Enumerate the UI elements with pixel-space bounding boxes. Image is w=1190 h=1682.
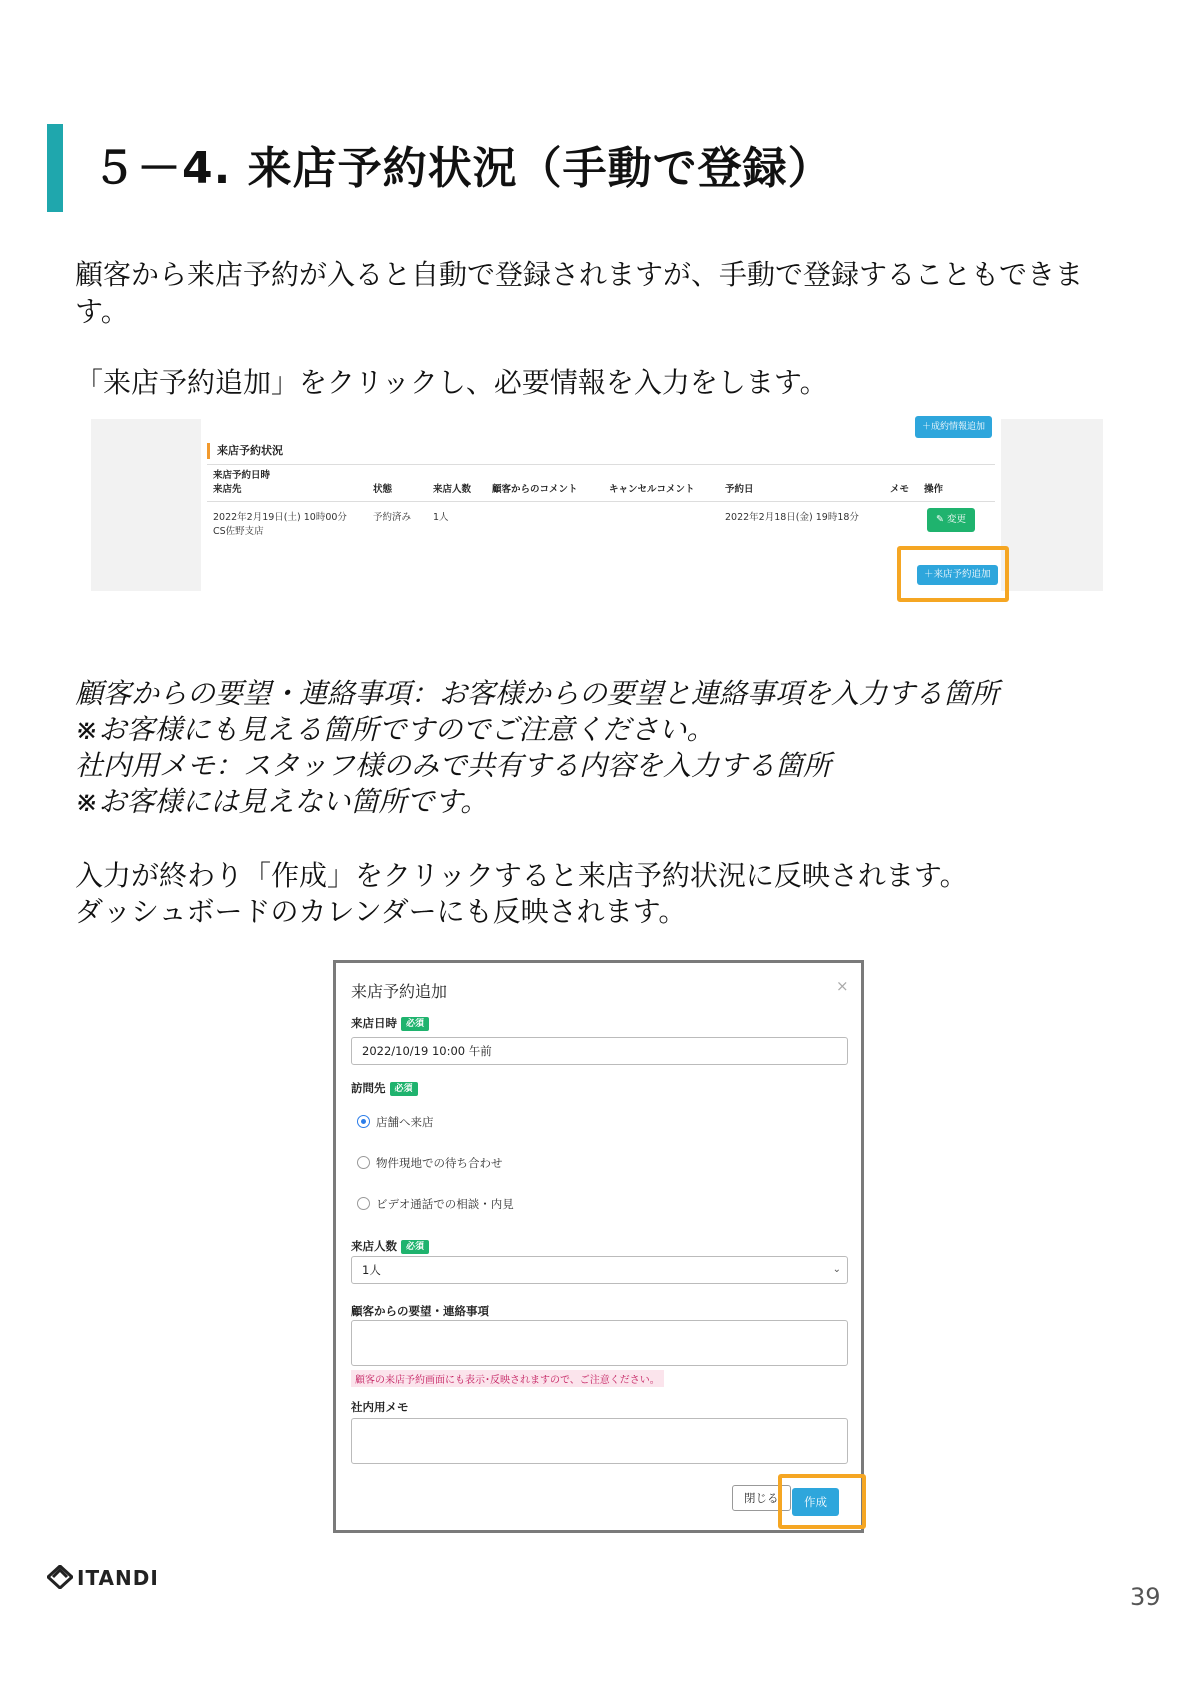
row-datetime: 2022年2月19日(土) 10時00分: [213, 512, 347, 523]
add-reservation-modal: [333, 960, 864, 1533]
request-label: 顧客からの要望・連絡事項: [351, 1304, 489, 1318]
col-datetime: 来店予約日時: [213, 470, 271, 481]
itandi-logo-icon: [47, 1565, 73, 1589]
radio-video-call-label: ビデオ通話での相談・内見: [376, 1197, 514, 1211]
after-line-2: ダッシュボードのカレンダーにも反映されます。: [75, 895, 687, 928]
divider: [207, 464, 995, 465]
radio-onsite-meet[interactable]: [357, 1155, 503, 1171]
destination-label-text: 訪問先: [351, 1081, 386, 1095]
row-count: 1人: [433, 512, 449, 523]
radio-onsite-meet-label: 物件現地での待ち合わせ: [376, 1156, 503, 1170]
col-reserved-date: 予約日: [725, 484, 754, 495]
heading-accent-bar: [47, 124, 63, 212]
datetime-label-text: 来店日時: [351, 1016, 397, 1030]
count-select-value: 1人: [362, 1263, 381, 1277]
note-line-3: 社内用メモ：スタッフ様のみで共有する内容を入力する箇所: [75, 749, 832, 782]
add-reservation-button[interactable]: ＋来店予約追加: [917, 565, 998, 585]
after-line-1: 入力が終わり「作成」をクリックすると来店予約状況に反映されます。: [75, 859, 968, 892]
memo-label: 社内用メモ: [351, 1400, 409, 1414]
intro-line-2: す。: [75, 295, 129, 328]
close-icon[interactable]: ×: [836, 977, 849, 995]
destination-label: [351, 1080, 418, 1096]
instruction-text: 「来店予約追加」をクリックし、必要情報を入力をします。: [75, 366, 828, 399]
radio-video-call[interactable]: [357, 1196, 514, 1212]
highlight-create-button: [778, 1474, 866, 1529]
section-title: 来店予約状況: [207, 443, 283, 459]
datetime-input[interactable]: 2022/10/19 10:00 午前: [351, 1037, 848, 1065]
page-number: 39: [1130, 1583, 1161, 1611]
highlight-add-button: [897, 546, 1009, 602]
required-badge: 必須: [390, 1082, 418, 1096]
edit-button[interactable]: ✎ 変更: [927, 508, 975, 532]
request-textarea[interactable]: [351, 1320, 848, 1366]
col-action: 操作: [924, 484, 944, 495]
note-line-4: ※お客様には見えない箇所です。: [75, 785, 489, 818]
col-count: 来店人数: [433, 484, 472, 495]
note-line-1: 顧客からの要望・連絡事項：お客様からの要望と連絡事項を入力する箇所: [75, 677, 1000, 710]
row-place: CS佐野支店: [213, 526, 264, 537]
col-place: 来店先: [213, 484, 242, 495]
count-select[interactable]: [351, 1256, 848, 1284]
page-title: ５－4. 来店予約状況（手動で登録）: [92, 143, 833, 194]
warning-text: 顧客の来店予約画面にも表示･反映されますので、ご注意ください。: [351, 1370, 664, 1387]
datetime-label: [351, 1015, 429, 1031]
row-reserved-date: 2022年2月18日(金) 19時18分: [725, 512, 859, 523]
count-label: [351, 1238, 429, 1254]
radio-empty-icon: [357, 1197, 370, 1210]
col-cancel-comment: キャンセルコメント: [609, 484, 695, 495]
radio-store-visit[interactable]: [357, 1114, 434, 1130]
col-memo: メモ: [890, 484, 910, 495]
row-status: 予約済み: [373, 512, 412, 523]
note-line-2: ※お客様にも見える箇所ですのでご注意ください。: [75, 713, 715, 746]
itandi-logo-text: ITANDI: [77, 1566, 159, 1590]
col-customer-comment: 顧客からのコメント: [492, 484, 578, 495]
chevron-down-icon: ⌄: [832, 1264, 841, 1275]
col-status: 状態: [373, 484, 393, 495]
radio-empty-icon: [357, 1156, 370, 1169]
radio-selected-icon: [357, 1115, 370, 1128]
reservation-status-panel: [201, 419, 1001, 591]
create-button[interactable]: 作成: [792, 1488, 839, 1516]
divider: [207, 501, 995, 502]
count-label-text: 来店人数: [351, 1239, 397, 1253]
close-button[interactable]: 閉じる: [732, 1485, 791, 1511]
memo-textarea[interactable]: [351, 1418, 848, 1464]
modal-title: 来店予約追加: [351, 982, 448, 1001]
required-badge: 必須: [401, 1017, 429, 1031]
add-contract-info-button[interactable]: ＋成約情報追加: [915, 416, 992, 438]
intro-line-1: 顧客から来店予約が入ると自動で登録されますが、手動で登録することもできま: [75, 258, 1084, 291]
radio-store-visit-label: 店舗へ来店: [376, 1115, 434, 1129]
required-badge: 必須: [401, 1240, 429, 1254]
